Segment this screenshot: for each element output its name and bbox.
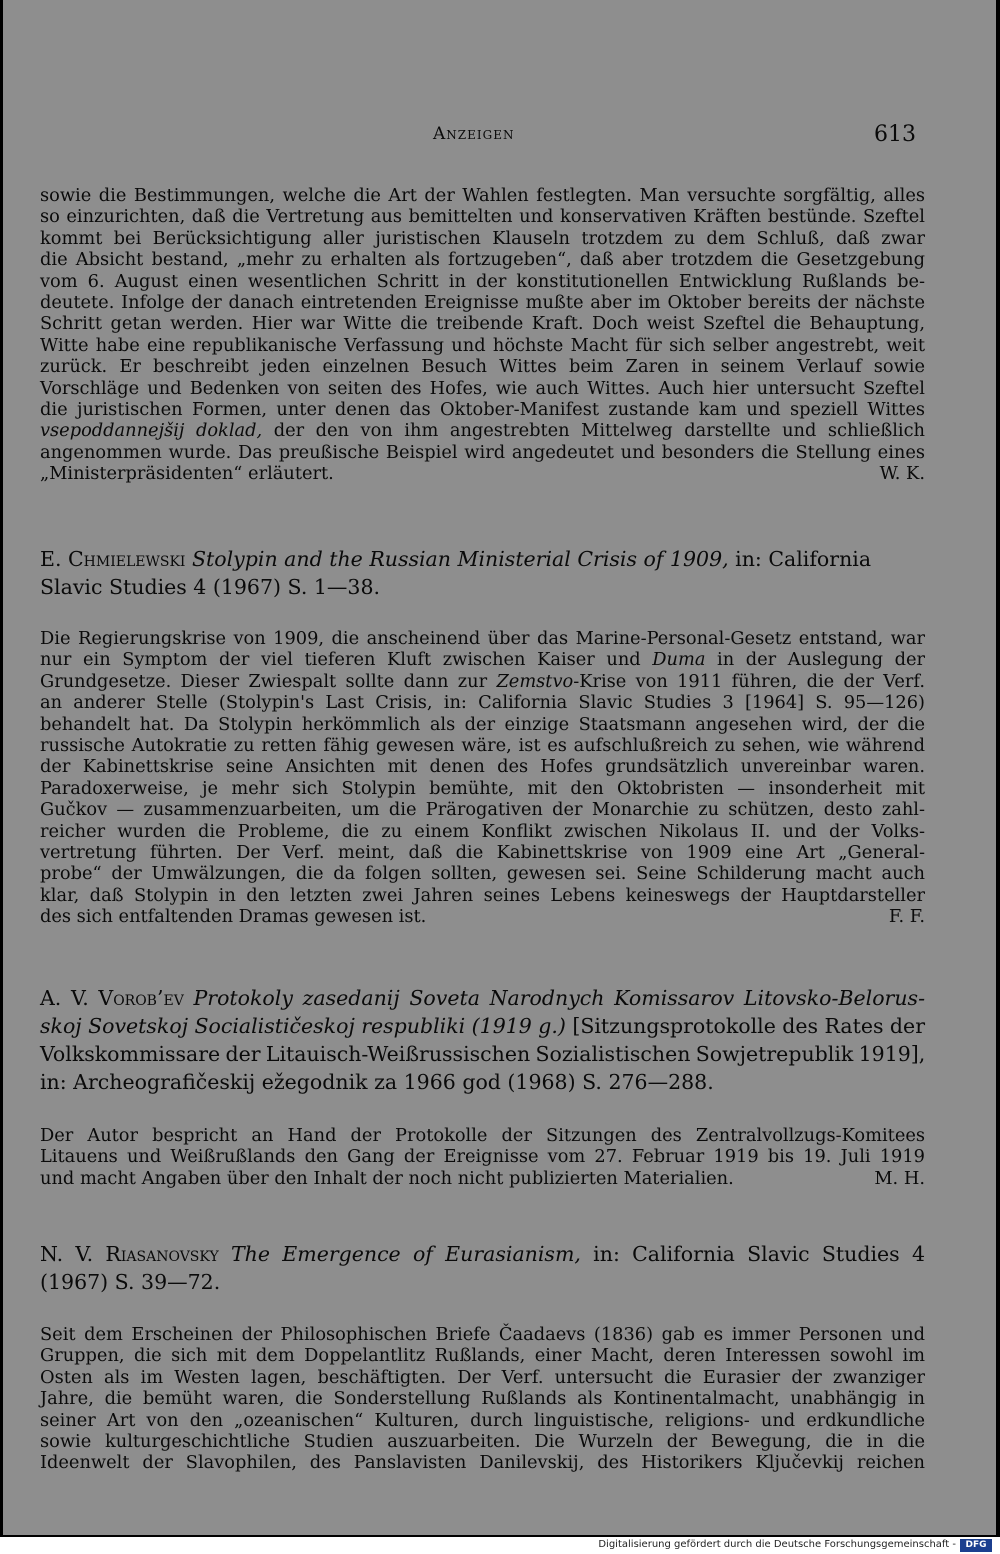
text-line: Vorschläge und Bedenken von seiten des Hofes, wie auch Wittes. Auch hier untersucht Szeftel — [40, 377, 925, 399]
running-head: Anzeigen — [433, 124, 515, 144]
digitization-footer — [0, 1537, 1000, 1554]
text-run: der den von ihm angestrebten Mittelweg darstellte und schließlich — [262, 420, 926, 442]
text-line: Osten als im Westen lagen, beschäftigten. Der Verf. untersucht die Eurasier der zwanziger — [40, 1366, 925, 1388]
text-line: der Kabinettskrise seine Ansichten mit denen des Hofes grundsätzlich unvereinbar waren. — [40, 756, 925, 778]
text-line: angenommen wurde. Das preußische Beispiel wird angedeutet und besonders die Stellung eines — [40, 441, 925, 463]
text-run: in: California — [728, 547, 872, 571]
italic-term: Duma — [652, 649, 706, 671]
page-number: 613 — [874, 122, 916, 147]
text-run: und macht Angaben über den Inhalt der noch nicht publizierten Materialien. — [40, 1167, 734, 1189]
text-line — [40, 1168, 925, 1189]
italic-term: Zemstvo — [496, 670, 574, 692]
text-line — [40, 906, 925, 927]
paragraph — [40, 1125, 925, 1189]
text-line: probe“ der Umwälzungen, die da folgen sollten, gewesen sei. Seine Schilderung macht auch — [40, 863, 925, 885]
document-page — [3, 0, 996, 1535]
author-name: N. V. Riasanovsky — [40, 1242, 219, 1266]
italic-term: vsepoddannejšij doklad, — [40, 420, 263, 442]
entry-heading — [40, 1240, 925, 1296]
text-line: kommt bei Berücksichtigung aller juristischen Klauseln trotzdem zu dem Schluß, daß zwar — [40, 227, 925, 249]
text-line: Seit dem Erscheinen der Philosophischen Briefe Čaadaevs (1836) gab es immer Personen und — [40, 1324, 925, 1345]
work-title: The Emergence of Eurasianism, — [231, 1242, 581, 1266]
heading-line — [40, 1240, 925, 1268]
text-run: -Krise von 1911 führen, die der Verf. — [573, 670, 925, 692]
dfg-logo: DFG — [960, 1539, 992, 1552]
text-line: Jahre, die bemüht waren, die Sonderstellung Rußlands als Kontinentalmacht, unabhängig in — [40, 1388, 925, 1410]
entry-heading — [40, 984, 925, 1096]
heading-line: Volkskommissare der Litauisch-Weißrussischen Sozialistischen Sowjetrepublik 1919], — [40, 1042, 926, 1066]
paragraph — [40, 628, 925, 928]
text-run: „Ministerpräsidenten“ erläutert. — [40, 463, 334, 485]
heading-line — [40, 545, 925, 573]
funding-credit: Digitalisierung gefördert durch die Deutsche Forschungsgemeinschaft - — [598, 1539, 956, 1550]
paragraph — [40, 1324, 925, 1474]
reviewer-initials: W. K. — [879, 463, 925, 485]
text-line: zurück. Er beschreibt jeden einzelnen Besuch Wittes beim Zaren in seinem Verlauf sowie — [40, 356, 925, 378]
text-line: Schritt getan werden. Hier war Witte die treibende Kraft. Doch weist Szeftel die Behauptung, — [40, 313, 925, 335]
text-line — [40, 671, 925, 692]
text-run: in der Auslegung der — [705, 649, 925, 671]
text-line: Der Autor bespricht an Hand der Protokolle der Sitzungen des Zentralvollzugs-Komitees — [40, 1125, 925, 1146]
text-line: Die Regierungskrise von 1909, die anscheinend über das Marine-Personal-Gesetz entstand, war — [40, 628, 925, 649]
review-entry-chmielewski — [40, 545, 925, 601]
review-body-vorobev — [40, 1125, 925, 1189]
review-continuation — [40, 185, 925, 485]
text-run: des sich entfaltenden Dramas gewesen ist. — [40, 906, 427, 928]
page-header — [3, 124, 996, 154]
text-run: nur ein Symptom der viel tieferen Kluft zwischen Kaiser und — [40, 649, 653, 671]
heading-line: (1967) S. 39—72. — [40, 1270, 221, 1294]
text-line: Ideenwelt der Slavophilen, des Panslavisten Danilevskij, des Historikers Ključevkij reichen — [40, 1452, 925, 1474]
heading-line — [40, 984, 925, 1012]
text-line — [40, 463, 925, 484]
reviewer-initials: M. H. — [874, 1167, 925, 1189]
reviewer-initials: F. F. — [888, 906, 925, 928]
author-name: E. Chmielewski — [40, 547, 186, 571]
text-line — [40, 420, 925, 441]
text-run: in: California Slavic Studies 4 — [580, 1242, 925, 1266]
text-line: reicher wurden die Probleme, die zu einem Konflikt zwischen Nikolaus II. und der Volks- — [40, 820, 925, 842]
heading-line — [40, 1012, 925, 1040]
text-line: sowie kulturgeschichtliche Studien auszuarbeiten. Die Wurzeln der Bewegung, die in die — [40, 1431, 925, 1453]
heading-line: Slavic Studies 4 (1967) S. 1—38. — [40, 575, 381, 599]
text-line: vom 6. August einen wesentlichen Schritt in der konstitutionellen Entwicklung Rußlands be- — [40, 270, 925, 292]
text-line: so einzurichten, daß die Vertretung aus bemittelten und konservativen Kräften bestünde. Szeftel — [40, 206, 925, 228]
text-line: die juristischen Formen, unter denen das Oktober-Manifest zustande kam und speziell Wittes — [40, 399, 925, 421]
text-line: sowie die Bestimmungen, welche die Art der Wahlen festlegten. Man versuchte sorgfältig, alles — [40, 185, 925, 206]
text-line: Gruppen, die sich mit dem Doppelantlitz Rußlands, einer Macht, deren Interessen sowohl im — [40, 1345, 925, 1367]
text-line: russische Autokratie zu retten fähig gewesen wäre, ist es aufschlußreich zu sehen, wie während — [40, 735, 925, 757]
text-line: die Absicht bestand, „mehr zu erhalten als fortzugeben“, daß aber trotzdem die Gesetzgebung — [40, 249, 925, 271]
work-title: Stolypin and the Russian Ministerial Crisis of 1909, — [192, 547, 729, 571]
text-run: Grundgesetze. Dieser Zwiespalt sollte dann zur — [40, 670, 497, 692]
text-line: Paradoxerweise, je mehr sich Stolypin bemühte, mit den Oktobristen — insonderheit mit — [40, 777, 925, 799]
review-body-riasanovsky — [40, 1324, 925, 1474]
text-line: behandelt hat. Da Stolypin herkömmlich als der einzige Staatsmann angesehen wird, der die — [40, 713, 925, 735]
text-line: Witte habe eine republikanische Verfassung und höchste Macht für sich selber angestrebt, weit — [40, 334, 925, 356]
text-line: Litauens und Weißrußlands den Gang der Ereignisse vom 27. Februar 1919 bis 19. Juli 1919 — [40, 1146, 925, 1168]
paragraph — [40, 185, 925, 485]
text-line: an anderer Stelle (Stolypin's Last Crisis, in: California Slavic Studies 3 [1964] S. 95—126) — [40, 692, 925, 714]
text-line: seiner Art von den „ozeanischen“ Kulturen, durch linguistische, religions- und erdkundliche — [40, 1409, 925, 1431]
text-line: vertretung führten. Der Verf. meint, daß die Kabinettskrise von 1909 eine Art „General- — [40, 842, 925, 864]
text-line — [40, 649, 925, 670]
heading-line: in: Archeografičeskij ežegodnik za 1966 god (1968) S. 276—288. — [40, 1070, 714, 1094]
text-line: Gučkov — zusammenzuarbeiten, um die Prärogativen der Monarchie zu schützen, desto zahl- — [40, 799, 925, 821]
text-line: deutete. Infolge der danach eintretenden Ereignisse mußte aber im Oktober bereits der nächste — [40, 292, 925, 314]
text-line: klar, daß Stolypin in den letzten zwei Jahren seines Lebens keineswegs der Hauptdarsteller — [40, 884, 925, 906]
review-entry-vorobev — [40, 984, 925, 1096]
review-body-chmielewski — [40, 628, 925, 928]
work-title: skoj Sovetskoj Socialističeskoj respubliki (1919 g.) — [40, 1014, 566, 1038]
work-title: Protokoly zasedanij Soveta Narodnych Komissarov Litovsko-Belorus- — [193, 986, 925, 1010]
review-entry-riasanovsky — [40, 1240, 925, 1296]
text-run: [Sitzungsprotokolle des Rates der — [565, 1014, 925, 1038]
entry-heading — [40, 545, 925, 601]
author-name: A. V. Vorob’ev — [40, 986, 184, 1010]
